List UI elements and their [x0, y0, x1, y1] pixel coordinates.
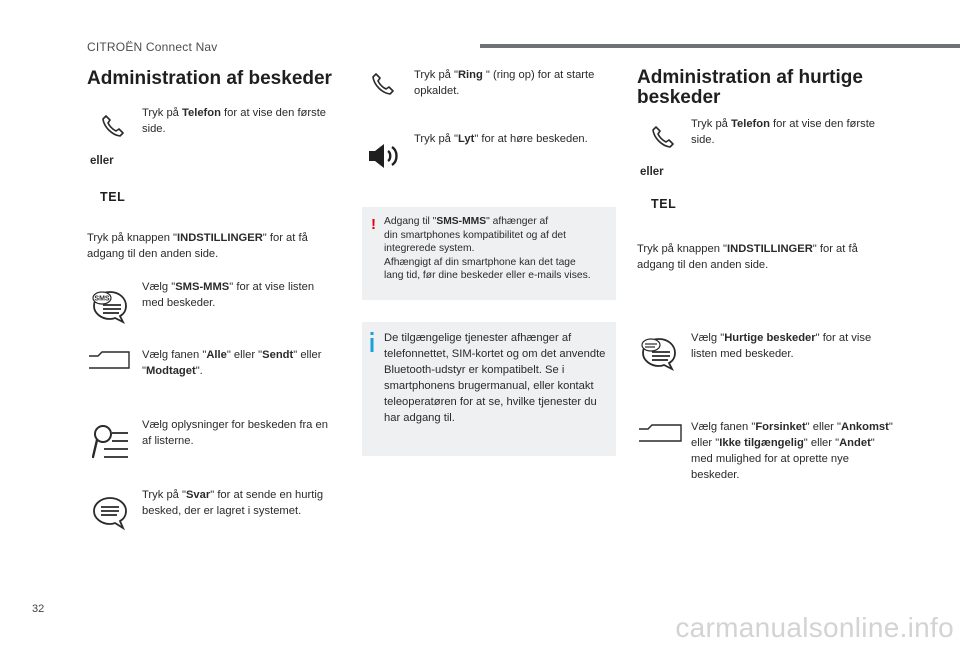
step-telefon: Tryk på Telefon for at vise den første side.: [142, 107, 327, 135]
step-sms-mms: Vælg "SMS-MMS" for at vise listen med beskeder.: [142, 281, 315, 309]
section-heading-messages: Administration af beskeder: [87, 68, 332, 89]
watermark: carmanualsonline.info: [675, 612, 954, 643]
warning-line-4: Afhængigt af din smartphone kan det tage: [384, 256, 576, 268]
step-settings: Tryk på knappen "INDSTILLINGER" for at få adgang til den anden side.: [637, 243, 858, 271]
info-icon: [370, 332, 374, 352]
quick-messages-icon: [640, 336, 678, 372]
section-heading-quick-messages: Administration af hurtige beskeder: [637, 67, 863, 108]
phone-icon: [100, 112, 126, 138]
warning-line-3: integrerede system.: [384, 243, 475, 254]
step-reply: Tryk på "Svar" for at sende en hurtig besked, der er lagret i systemet.: [142, 489, 324, 517]
header-title: CITROËN Connect Nav: [87, 40, 218, 54]
step-ring: Tryk på "Ring " (ring op) for at starte opkaldet.: [414, 69, 595, 97]
warning-line-1: Adgang til "SMS-MMS" afhænger af: [384, 216, 549, 227]
sms-badge-text: SMS: [94, 295, 110, 303]
tel-label: TEL: [651, 197, 677, 211]
or-label: eller: [90, 155, 114, 167]
warning-line-2: din smartphones kompatibilitet og af det: [384, 229, 567, 241]
info-box: [362, 322, 616, 456]
page-number: 32: [32, 603, 45, 615]
tel-label: TEL: [100, 190, 126, 204]
tab-selector-icon: [88, 350, 130, 370]
step-quick-messages: Vælg "Hurtige beskeder" for at vise listen med beskeder.: [691, 332, 872, 360]
step-tabs: Vælg fanen "Alle" eller "Sendt" eller "Modtaget".: [142, 349, 322, 377]
info-text: De tilgængelige tjenester afhænger af telefonnettet, SIM-kortet og om det anvendte Bluetooth-udstyr er kompatibelt. Se i smartphonens brugermanual, eller kontakt teleoperatøren for at se, hvilke tjenester du har adgang til.: [384, 332, 606, 424]
step-settings: Tryk på knappen "INDSTILLINGER" for at få adgang til den anden side.: [87, 232, 308, 260]
details-list-icon: [92, 423, 130, 461]
warning-icon: !: [371, 216, 376, 233]
step-details: Vælg oplysninger for beskeden fra en af listerne.: [142, 419, 328, 447]
step-listen: Tryk på "Lyt" for at høre beskeden.: [414, 133, 588, 145]
speaker-icon: [367, 141, 403, 171]
header-bar: [480, 44, 960, 48]
reply-message-icon: [91, 496, 129, 530]
tab-selector-icon: [638, 423, 682, 443]
warning-box: [362, 207, 616, 300]
warning-line-5: lang tid, før dine beskeder eller e-mails vises.: [384, 270, 591, 281]
step-telefon: Tryk på Telefon for at vise den første side.: [691, 118, 876, 146]
step-tabs: Vælg fanen "Forsinket" eller "Ankomst" eller "Ikke tilgængelig" eller "Andet" med mulighed for at oprette nye beskeder.: [691, 421, 893, 481]
phone-icon: [370, 70, 396, 96]
sms-list-icon: [91, 289, 129, 325]
phone-icon: [650, 123, 676, 149]
or-label: eller: [640, 166, 664, 178]
